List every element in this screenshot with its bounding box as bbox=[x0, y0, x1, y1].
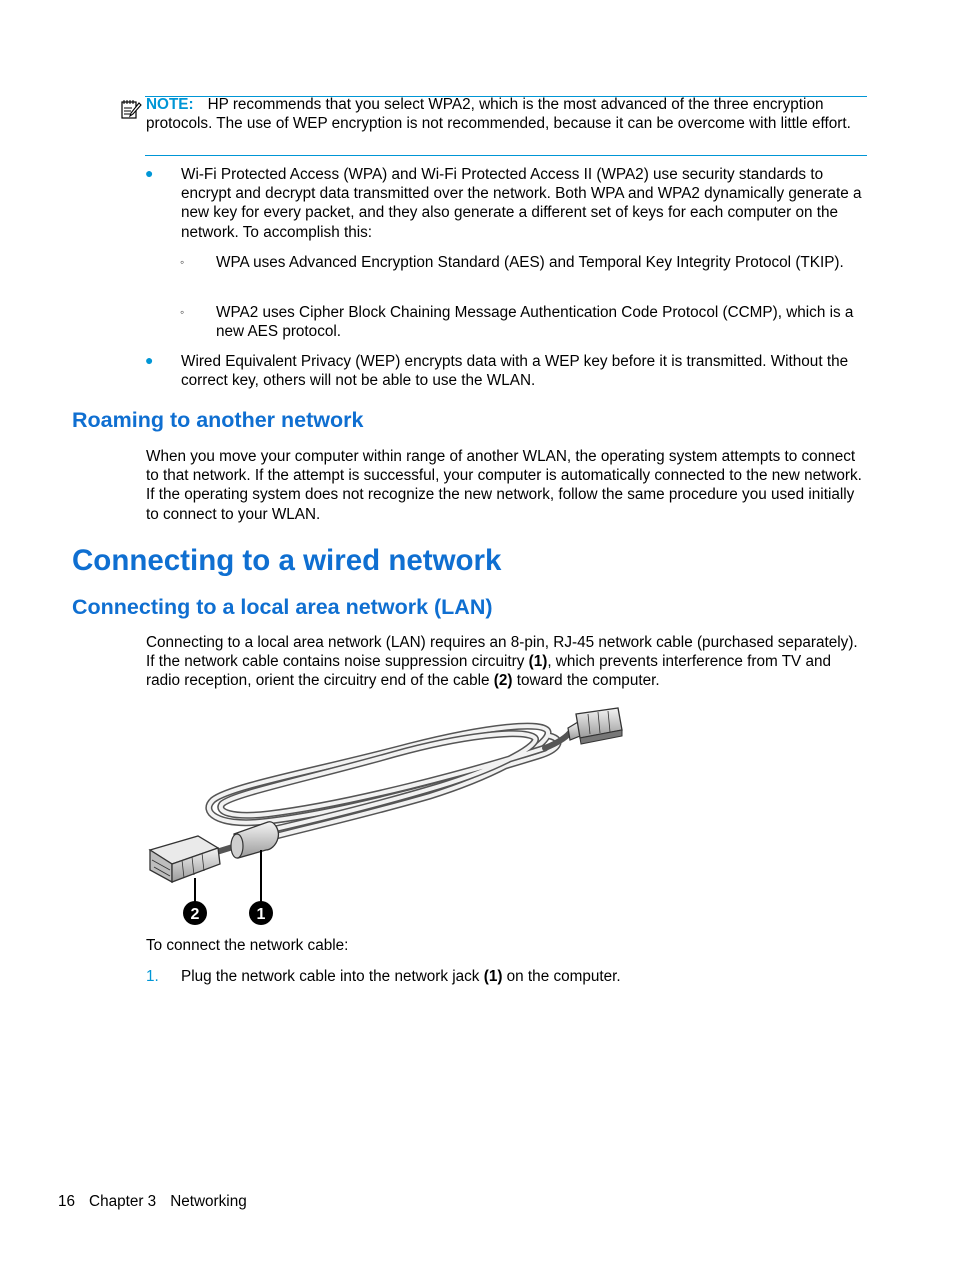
steps-intro: To connect the network cable: bbox=[146, 937, 349, 954]
sub-bullet-dot: ◦ bbox=[180, 255, 185, 269]
rj45-plug-far-end bbox=[568, 708, 622, 744]
note-text: HP recommends that you select WPA2, which is the most advanced of the three encryption protocols. The use of WEP encryption is not recommended, because it can be overcome with little effort. bbox=[146, 96, 851, 133]
bullet-dot: ● bbox=[145, 165, 154, 181]
network-cable-illustration bbox=[140, 700, 640, 930]
sub-bullet-dot: ◦ bbox=[180, 305, 185, 319]
note-label: NOTE: bbox=[146, 96, 194, 113]
footer-section: Networking bbox=[170, 1193, 247, 1210]
step-text-part-2: on the computer. bbox=[502, 968, 621, 985]
callout-label-1: 1 bbox=[256, 906, 266, 923]
lan-heading: Connecting to a local area network (LAN) bbox=[72, 595, 493, 619]
note bbox=[146, 95, 868, 133]
noise-suppression-circuitry bbox=[210, 822, 278, 858]
note-icon bbox=[120, 98, 142, 120]
page-number: 16 bbox=[58, 1193, 76, 1210]
step-text-part-1: Plug the network cable into the network jack bbox=[181, 968, 484, 985]
rj45-plug-near-end bbox=[150, 836, 220, 882]
lan-bold-1: (1) bbox=[528, 653, 548, 671]
bullet-text-wpa: Wi-Fi Protected Access (WPA) and Wi-Fi Protected Access II (WPA2) use security standards to encrypt and decrypt data transmitted over the network. Both WPA and WPA2 dynamically generate a new key for every packet, and they also generate a different set of keys for each computer on the network. To accomplish this: bbox=[181, 166, 862, 241]
step-bold: (1) bbox=[483, 968, 503, 985]
lan-body-part-3: toward the computer. bbox=[512, 672, 660, 690]
callout-label-2: 2 bbox=[190, 906, 200, 923]
footer-chapter: Chapter 3 bbox=[89, 1193, 157, 1210]
lan-bold-2: (2) bbox=[493, 672, 513, 690]
roaming-body: When you move your computer within range of another WLAN, the operating system attempts to connect to that network. If the attempt is successful, your computer is automatically connected to the new network. If the operating system does not recognize the new network, follow the same procedure you used initially to connect to your WLAN. bbox=[146, 448, 862, 523]
step-text bbox=[181, 967, 871, 986]
lan-body bbox=[146, 633, 868, 691]
lan-body-part-1: Connecting to a local area network (LAN) requires an 8-pin, RJ-45 network cable (purchased separately). If the network cable contains noise suppression circuitry bbox=[146, 634, 858, 671]
roaming-heading: Roaming to another network bbox=[72, 408, 364, 432]
page-footer bbox=[58, 1192, 261, 1211]
bullet-dot: ● bbox=[145, 352, 154, 368]
wired-network-heading: Connecting to a wired network bbox=[72, 544, 502, 577]
lan-body-part-2: , which prevents interference from TV and radio reception, orient the circuitry end of the cable bbox=[146, 653, 832, 690]
sub-bullet-text-wpa2: WPA2 uses Cipher Block Chaining Message Authentication Code Protocol (CCMP), which is a new AES protocol. bbox=[216, 304, 854, 341]
sub-bullet-text-wpa: WPA uses Advanced Encryption Standard (AES) and Temporal Key Integrity Protocol (TKIP). bbox=[216, 254, 844, 271]
step-number: 1. bbox=[146, 968, 159, 985]
bullet-text-wep: Wired Equivalent Privacy (WEP) encrypts data with a WEP key before it is transmitted. Without the correct key, others will not be able to use the WLAN. bbox=[181, 353, 849, 390]
